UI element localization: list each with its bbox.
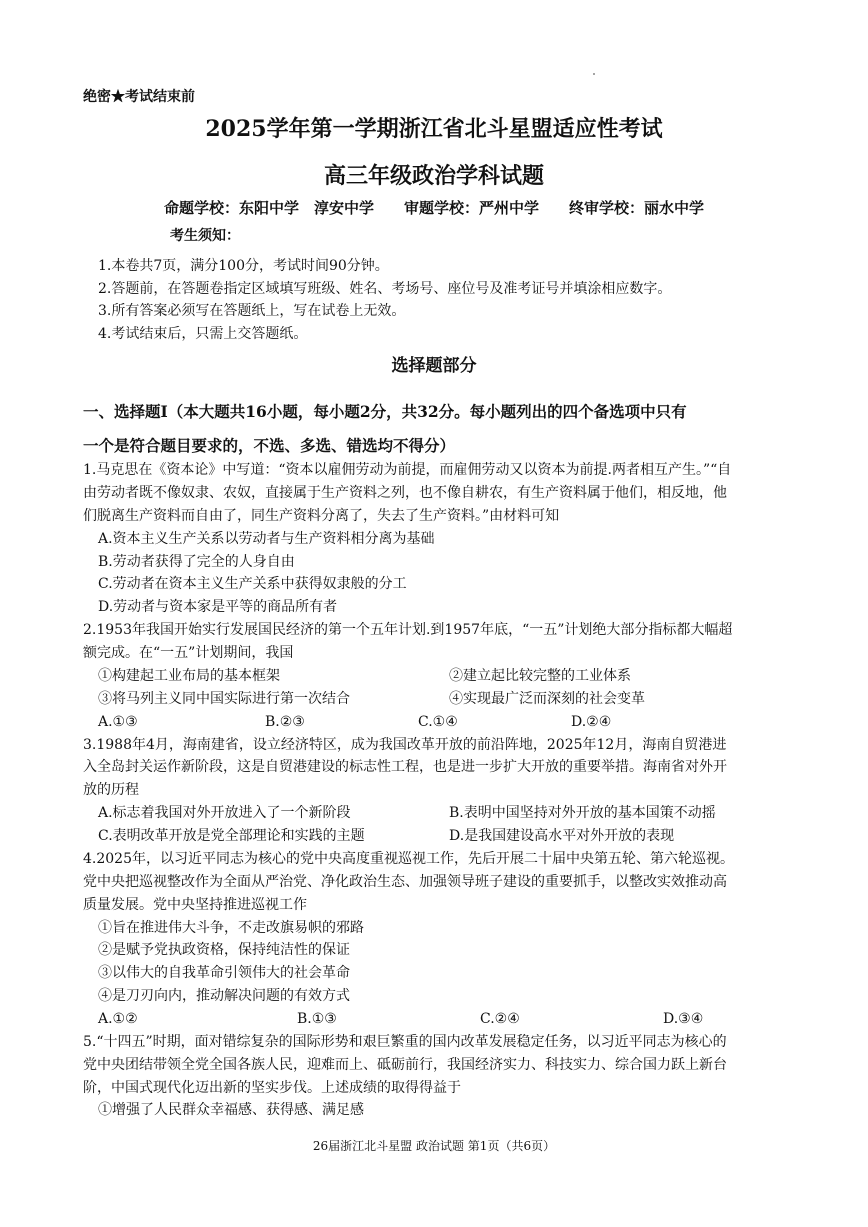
question-stem: 放的历程 bbox=[83, 782, 139, 798]
question-stem: 3.1988年4月，海南建省，设立经济特区，成为我国改革开放的前沿阵地，2025年12月，海南自贸港进 bbox=[83, 737, 727, 753]
answer-option: C.①④ bbox=[418, 714, 458, 730]
answer-option: C.②④ bbox=[480, 1011, 520, 1027]
notice-item: 1.本卷共7页，满分100分，考试时间90分钟。 bbox=[98, 258, 389, 274]
question-stem: 质量发展。党中央坚持推进巡视工作 bbox=[83, 897, 307, 913]
statement-item: ④实现最广泛而深刻的社会变革 bbox=[449, 691, 645, 707]
notice-item: 4.考试结束后，只需上交答题纸。 bbox=[98, 326, 308, 342]
answer-option: D.劳动者与资本家是平等的商品所有者 bbox=[98, 599, 338, 615]
answer-option: D.③④ bbox=[663, 1011, 704, 1027]
statement-item: ②是赋予党执政资格，保持纯洁性的保证 bbox=[98, 942, 350, 958]
answer-option: B.①③ bbox=[297, 1011, 337, 1027]
part-heading: 一、选择题Ⅰ（本大题共16小题，每小题2分，共32分。每小题列出的四个备选项中只有 bbox=[83, 402, 687, 421]
answer-option: A.标志着我国对外开放进入了一个新阶段 bbox=[98, 805, 351, 821]
question-stem: 1.马克思在《资本论》中写道：“资本以雇佣劳动为前提，而雇佣劳动又以资本为前提.两者相互产生。”“自 bbox=[83, 462, 732, 478]
statement-item: ③将马列主义同中国实际进行第一次结合 bbox=[98, 691, 350, 707]
question-stem: 阶，中国式现代化迈出新的坚实步伐。上述成绩的取得得益于 bbox=[83, 1080, 461, 1096]
question-stem: 4.2025年，以习近平同志为核心的党中央高度重视巡视工作，先后开展二十届中央第五轮、第六轮巡视。 bbox=[83, 851, 734, 867]
answer-option: B.②③ bbox=[265, 714, 305, 730]
answer-option: D.是我国建设高水平对外开放的表现 bbox=[449, 828, 675, 844]
part-heading: 一个是符合题目要求的，不选、多选、错选均不得分） bbox=[83, 436, 456, 455]
question-stem: 额完成。在“一五”计划期间，我国 bbox=[83, 645, 294, 661]
statement-item: ①旨在推进伟大斗争，不走改旗易帜的邪路 bbox=[98, 920, 364, 936]
confidential-label: 绝密★考试结束前 bbox=[83, 89, 195, 105]
question-stem: 党中央把巡视整改作为全面从严治党、净化政治生态、加强领导班子建设的重要抓手，以整改实效推动高 bbox=[83, 874, 727, 890]
answer-option: B.劳动者获得了完全的人身自由 bbox=[98, 554, 295, 570]
answer-option: A.①③ bbox=[98, 714, 138, 730]
question-stem: 由劳动者既不像奴隶、农奴，直接属于生产资料之列，也不像自耕农，有生产资料属于他们，相反地，他 bbox=[83, 485, 727, 501]
question-stem: 党中央团结带领全党全国各族人民，迎难而上、砥砺前行，我国经济实力、科技实力、综合国力跃上新台 bbox=[83, 1057, 727, 1073]
statement-item: ③以伟大的自我革命引领伟大的社会革命 bbox=[98, 965, 350, 981]
exam-title: 2025学年第一学期浙江省北斗星盟适应性考试 bbox=[205, 116, 663, 142]
notice-heading: 考生须知： bbox=[170, 228, 240, 244]
answer-option: A.①② bbox=[98, 1011, 138, 1027]
statement-item: ②建立起比较完整的工业体系 bbox=[449, 668, 631, 684]
answer-option: C.劳动者在资本主义生产关系中获得奴隶般的分工 bbox=[98, 576, 407, 592]
answer-option: D.②④ bbox=[571, 714, 612, 730]
section-title: 选择题部分 bbox=[391, 356, 477, 376]
answer-option: B.表明中国坚持对外开放的基本国策不动摇 bbox=[449, 805, 716, 821]
scan-speck bbox=[593, 73, 595, 75]
notice-item: 3.所有答案必须写在答题纸上，写在试卷上无效。 bbox=[98, 303, 406, 319]
page-footer: 26届浙江北斗星盟 政治试题 第1页（共6页） bbox=[312, 1139, 556, 1153]
question-stem: 2.1953年我国开始实行发展国民经济的第一个五年计划.到1957年底，“一五”计划绝大部分指标都大幅超 bbox=[83, 622, 733, 638]
question-stem: 入全岛封关运作新阶段，这是自贸港建设的标志性工程，也是进一步扩大开放的重要举措。海南省对外开 bbox=[83, 759, 727, 775]
notice-item: 2.答题前，在答题卷指定区域填写班级、姓名、考场号、座位号及准考证号并填涂相应数字。 bbox=[98, 281, 672, 297]
exam-subtitle: 高三年级政治学科试题 bbox=[323, 163, 544, 189]
statement-item: ①构建起工业布局的基本框架 bbox=[98, 668, 280, 684]
statement-item: ①增强了人民群众幸福感、获得感、满足感 bbox=[98, 1102, 364, 1118]
school-credits: 命题学校：东阳中学 淳安中学 审题学校：严州中学 终审学校：丽水中学 bbox=[163, 199, 704, 217]
question-stem: 5.“十四五”时期，面对错综复杂的国际形势和艰巨繁重的国内改革发展稳定任务，以习近平同志为核心的 bbox=[83, 1034, 727, 1050]
answer-option: A.资本主义生产关系以劳动者与生产资料相分离为基础 bbox=[98, 531, 435, 547]
answer-option: C.表明改革开放是党全部理论和实践的主题 bbox=[98, 828, 365, 844]
question-stem: 们脱离生产资料而自由了，同生产资料分离了，失去了生产资料。”由材料可知 bbox=[83, 508, 560, 524]
statement-item: ④是刀刃向内，推动解决问题的有效方式 bbox=[98, 988, 350, 1004]
